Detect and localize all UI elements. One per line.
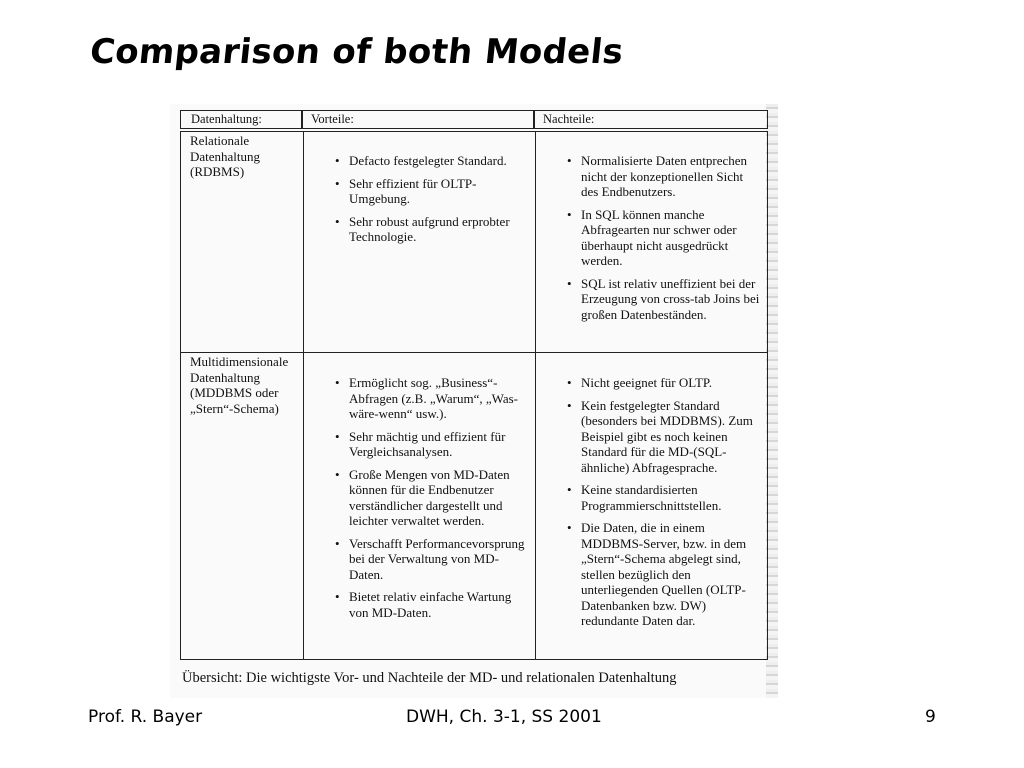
list-item: • Normalisierte Daten entprechen nicht der konzeptionellen Sicht des Endbenutzers.	[567, 153, 762, 200]
list-item: • Ermöglicht sog. „Business“-Abfragen (z.B. „Warum“, „Was-wäre-wenn“ usw.).	[335, 375, 530, 422]
list-item: • Keine standardisierten Programmierschnittstellen.	[567, 482, 762, 513]
column-divider	[535, 132, 536, 659]
footer-page-number: 9	[925, 707, 936, 727]
header-datenhaltung: Datenhaltung:	[191, 112, 262, 126]
table-body	[180, 131, 768, 660]
list-item: • Große Mengen von MD-Daten können für die Endbenutzer verständlicher dargestellt und leichter verwaltet werden.	[335, 467, 530, 529]
list-item: • Sehr effizient für OLTP-Umgebung.	[335, 176, 530, 207]
scanned-table-image	[170, 104, 778, 698]
list-item: • Verschafft Performancevorsprung bei der Verwaltung von MD-Daten.	[335, 536, 530, 583]
pros-list-multidimensional	[335, 375, 530, 627]
table-caption: Übersicht: Die wichtigste Vor- und Nachteile der MD- und relationalen Datenhaltung	[182, 670, 677, 686]
row-divider	[181, 352, 767, 353]
header-vorteile: Vorteile:	[311, 112, 354, 126]
header-nachteile: Nachteile:	[543, 112, 595, 126]
column-divider	[303, 132, 304, 659]
pros-list-relational	[335, 153, 530, 252]
list-item: • Defacto festgelegter Standard.	[335, 153, 530, 169]
list-item: • Kein festgelegter Standard (besonders bei MDDBMS). Zum Beispiel gibt es noch keinen Standard für die MD-(SQL-ähnliche) Abfragesprache.	[567, 398, 762, 476]
list-item: • Nicht geeignet für OLTP.	[567, 375, 762, 391]
list-item: • In SQL können manche Abfragearten nur schwer oder überhaupt nicht ausgedrückt werden.	[567, 207, 762, 269]
header-divider	[301, 111, 303, 128]
footer-author: Prof. R. Bayer	[88, 707, 203, 727]
list-item: • Bietet relativ einfache Wartung von MD-Daten.	[335, 589, 530, 620]
list-item: • Sehr mächtig und effizient für Vergleichsanalysen.	[335, 429, 530, 460]
list-item: • Sehr robust aufgrund erprobter Technologie.	[335, 214, 530, 245]
cons-list-multidimensional	[567, 375, 762, 636]
row-label-relational: Relationale Datenhaltung (RDBMS)	[190, 133, 261, 179]
footer-course: DWH, Ch. 3-1, SS 2001	[406, 707, 602, 727]
header-divider	[533, 111, 535, 128]
cons-list-relational	[567, 153, 762, 329]
row-label-multidimensional: Multidimensionale Datenhaltung (MDDBMS oder „Stern“-Schema)	[190, 354, 289, 416]
slide-title: Comparison of both Models	[88, 32, 626, 72]
table-header-row	[180, 110, 768, 129]
list-item: • Die Daten, die in einem MDDBMS-Server, bzw. in dem „Stern“-Schema abgelegt sind, stellen bezüglich den unterliegenden Quellen (OLTP-Datenbanken bzw. DW) redundante Daten dar.	[567, 520, 762, 629]
list-item: • SQL ist relativ uneffizient bei der Erzeugung von cross-tab Joins bei großen Datenbeständen.	[567, 276, 762, 323]
